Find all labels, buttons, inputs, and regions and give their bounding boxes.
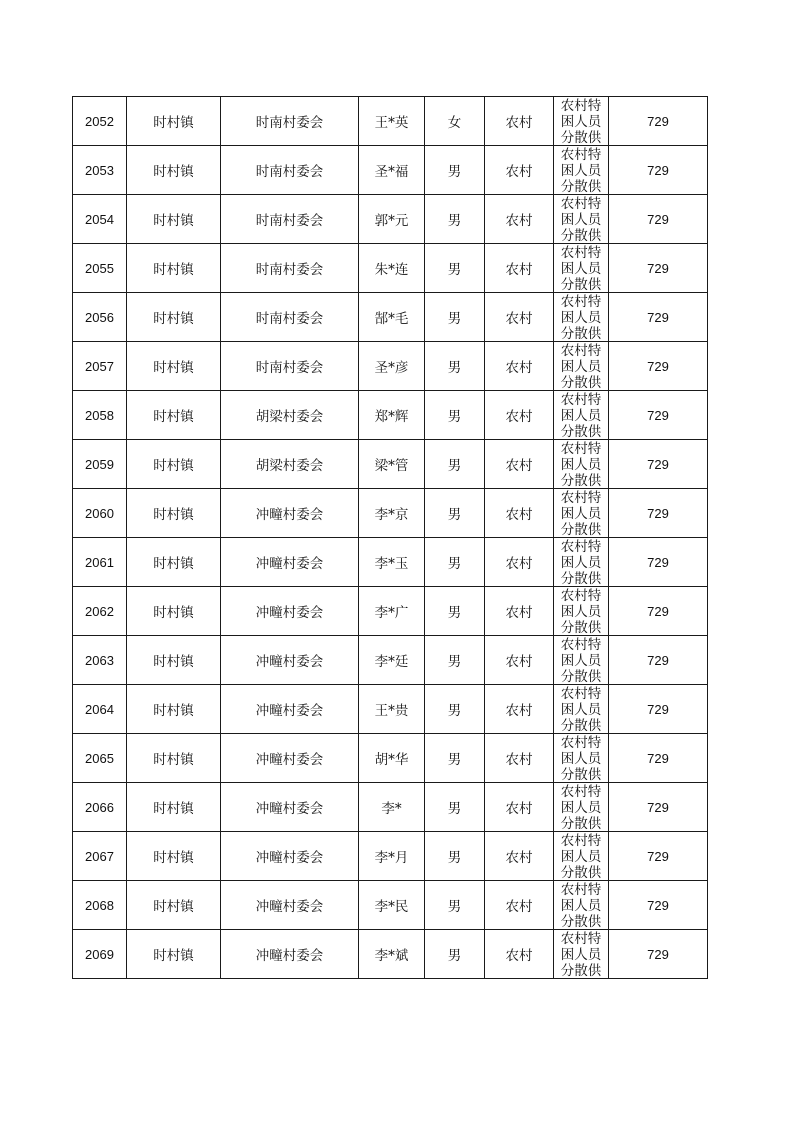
support-category-text	[554, 735, 608, 781]
village-committee-cell: 胡梁村委会	[221, 440, 359, 489]
gender-cell: 男	[425, 636, 485, 685]
person-name-cell: 郑*辉	[359, 391, 425, 440]
household-type-cell: 农村	[485, 587, 554, 636]
amount-cell: 729	[609, 636, 708, 685]
household-type-cell: 农村	[485, 783, 554, 832]
town-cell: 时村镇	[127, 244, 221, 293]
serial-number-cell: 2061	[73, 538, 127, 587]
serial-number-cell: 2063	[73, 636, 127, 685]
support-category-text	[554, 931, 608, 977]
serial-number-cell: 2058	[73, 391, 127, 440]
table-row	[73, 832, 708, 881]
support-category-line: 困人员	[560, 849, 602, 865]
amount-cell: 729	[609, 391, 708, 440]
serial-number-cell: 2065	[73, 734, 127, 783]
serial-number-cell: 2056	[73, 293, 127, 342]
amount-cell: 729	[609, 489, 708, 538]
support-category-text	[554, 245, 608, 291]
support-category-line: 农村特	[560, 735, 602, 751]
support-category-cell	[554, 930, 609, 979]
support-category-text	[554, 686, 608, 732]
household-type-cell: 农村	[485, 97, 554, 146]
support-category-line: 困人员	[560, 800, 602, 816]
town-cell: 时村镇	[127, 587, 221, 636]
support-category-line: 分散供	[560, 865, 602, 879]
support-category-line: 农村特	[560, 245, 602, 261]
household-type-cell: 农村	[485, 146, 554, 195]
support-category-cell	[554, 440, 609, 489]
person-name-cell: 李*月	[359, 832, 425, 881]
gender-cell: 男	[425, 734, 485, 783]
village-committee-cell: 时南村委会	[221, 342, 359, 391]
table-row	[73, 734, 708, 783]
support-category-line: 分散供	[560, 522, 602, 536]
person-name-cell: 李*斌	[359, 930, 425, 979]
support-category-text	[554, 490, 608, 536]
gender-cell: 女	[425, 97, 485, 146]
relief-roster-table	[72, 96, 708, 979]
support-category-text	[554, 882, 608, 928]
support-category-line: 困人员	[560, 653, 602, 669]
person-name-cell: 王*贵	[359, 685, 425, 734]
household-type-cell: 农村	[485, 244, 554, 293]
amount-cell: 729	[609, 881, 708, 930]
village-committee-cell: 时南村委会	[221, 244, 359, 293]
support-category-text	[554, 294, 608, 340]
support-category-cell	[554, 832, 609, 881]
serial-number-cell: 2068	[73, 881, 127, 930]
town-cell: 时村镇	[127, 685, 221, 734]
support-category-text	[554, 392, 608, 438]
support-category-text	[554, 98, 608, 144]
support-category-cell	[554, 195, 609, 244]
serial-number-cell: 2054	[73, 195, 127, 244]
amount-cell: 729	[609, 734, 708, 783]
serial-number-cell: 2066	[73, 783, 127, 832]
gender-cell: 男	[425, 930, 485, 979]
support-category-line: 分散供	[560, 571, 602, 585]
support-category-line: 农村特	[560, 441, 602, 457]
support-category-cell	[554, 293, 609, 342]
gender-cell: 男	[425, 881, 485, 930]
support-category-line: 农村特	[560, 343, 602, 359]
support-category-line: 分散供	[560, 228, 602, 242]
support-category-text	[554, 147, 608, 193]
table-row	[73, 440, 708, 489]
support-category-text	[554, 196, 608, 242]
person-name-cell: 郜*毛	[359, 293, 425, 342]
gender-cell: 男	[425, 195, 485, 244]
support-category-cell	[554, 783, 609, 832]
support-category-line: 分散供	[560, 326, 602, 340]
person-name-cell: 圣*福	[359, 146, 425, 195]
support-category-cell	[554, 734, 609, 783]
serial-number-cell: 2060	[73, 489, 127, 538]
town-cell: 时村镇	[127, 538, 221, 587]
village-committee-cell: 胡梁村委会	[221, 391, 359, 440]
person-name-cell: 李*广	[359, 587, 425, 636]
support-category-line: 农村特	[560, 294, 602, 310]
village-committee-cell: 冲疃村委会	[221, 734, 359, 783]
roster-body	[73, 97, 708, 979]
town-cell: 时村镇	[127, 293, 221, 342]
person-name-cell: 胡*华	[359, 734, 425, 783]
household-type-cell: 农村	[485, 293, 554, 342]
serial-number-cell: 2062	[73, 587, 127, 636]
gender-cell: 男	[425, 440, 485, 489]
town-cell: 时村镇	[127, 881, 221, 930]
support-category-cell	[554, 489, 609, 538]
serial-number-cell: 2067	[73, 832, 127, 881]
support-category-cell	[554, 685, 609, 734]
support-category-line: 农村特	[560, 98, 602, 114]
serial-number-cell: 2069	[73, 930, 127, 979]
amount-cell: 729	[609, 930, 708, 979]
support-category-text	[554, 588, 608, 634]
person-name-cell: 朱*连	[359, 244, 425, 293]
table-row	[73, 587, 708, 636]
support-category-line: 农村特	[560, 490, 602, 506]
support-category-line: 分散供	[560, 277, 602, 291]
table-row	[73, 342, 708, 391]
support-category-text	[554, 833, 608, 879]
town-cell: 时村镇	[127, 832, 221, 881]
support-category-line: 农村特	[560, 931, 602, 947]
support-category-line: 困人员	[560, 898, 602, 914]
gender-cell: 男	[425, 391, 485, 440]
support-category-line: 分散供	[560, 816, 602, 830]
person-name-cell: 李*京	[359, 489, 425, 538]
support-category-cell	[554, 881, 609, 930]
town-cell: 时村镇	[127, 97, 221, 146]
town-cell: 时村镇	[127, 930, 221, 979]
amount-cell: 729	[609, 587, 708, 636]
serial-number-cell: 2057	[73, 342, 127, 391]
household-type-cell: 农村	[485, 391, 554, 440]
support-category-line: 分散供	[560, 473, 602, 487]
household-type-cell: 农村	[485, 342, 554, 391]
table-row	[73, 636, 708, 685]
table-row	[73, 244, 708, 293]
household-type-cell: 农村	[485, 685, 554, 734]
amount-cell: 729	[609, 195, 708, 244]
table-row	[73, 685, 708, 734]
town-cell: 时村镇	[127, 440, 221, 489]
household-type-cell: 农村	[485, 489, 554, 538]
person-name-cell: 李*玉	[359, 538, 425, 587]
support-category-line: 分散供	[560, 963, 602, 977]
village-committee-cell: 时南村委会	[221, 97, 359, 146]
support-category-line: 农村特	[560, 539, 602, 555]
support-category-line: 分散供	[560, 130, 602, 144]
support-category-cell	[554, 146, 609, 195]
support-category-line: 分散供	[560, 179, 602, 193]
household-type-cell: 农村	[485, 734, 554, 783]
person-name-cell: 李*廷	[359, 636, 425, 685]
village-committee-cell: 冲疃村委会	[221, 783, 359, 832]
table-row	[73, 391, 708, 440]
gender-cell: 男	[425, 832, 485, 881]
support-category-line: 分散供	[560, 620, 602, 634]
town-cell: 时村镇	[127, 391, 221, 440]
person-name-cell: 王*英	[359, 97, 425, 146]
table-row	[73, 489, 708, 538]
support-category-line: 困人员	[560, 751, 602, 767]
amount-cell: 729	[609, 832, 708, 881]
town-cell: 时村镇	[127, 146, 221, 195]
support-category-line: 分散供	[560, 914, 602, 928]
support-category-line: 分散供	[560, 767, 602, 781]
support-category-line: 困人员	[560, 947, 602, 963]
support-category-cell	[554, 391, 609, 440]
support-category-cell	[554, 636, 609, 685]
table-row	[73, 97, 708, 146]
household-type-cell: 农村	[485, 832, 554, 881]
support-category-line: 困人员	[560, 163, 602, 179]
support-category-cell	[554, 538, 609, 587]
gender-cell: 男	[425, 587, 485, 636]
town-cell: 时村镇	[127, 636, 221, 685]
amount-cell: 729	[609, 783, 708, 832]
table-row	[73, 881, 708, 930]
amount-cell: 729	[609, 342, 708, 391]
support-category-line: 分散供	[560, 375, 602, 389]
support-category-line: 农村特	[560, 588, 602, 604]
household-type-cell: 农村	[485, 195, 554, 244]
amount-cell: 729	[609, 685, 708, 734]
support-category-line: 困人员	[560, 604, 602, 620]
person-name-cell: 李*	[359, 783, 425, 832]
support-category-cell	[554, 97, 609, 146]
support-category-line: 农村特	[560, 196, 602, 212]
support-category-line: 困人员	[560, 457, 602, 473]
table-row	[73, 146, 708, 195]
serial-number-cell: 2064	[73, 685, 127, 734]
support-category-line: 农村特	[560, 784, 602, 800]
support-category-text	[554, 637, 608, 683]
gender-cell: 男	[425, 293, 485, 342]
support-category-text	[554, 539, 608, 585]
town-cell: 时村镇	[127, 342, 221, 391]
person-name-cell: 圣*彦	[359, 342, 425, 391]
household-type-cell: 农村	[485, 440, 554, 489]
support-category-cell	[554, 342, 609, 391]
amount-cell: 729	[609, 97, 708, 146]
support-category-cell	[554, 587, 609, 636]
support-category-line: 农村特	[560, 392, 602, 408]
serial-number-cell: 2055	[73, 244, 127, 293]
support-category-line: 农村特	[560, 833, 602, 849]
support-category-text	[554, 441, 608, 487]
household-type-cell: 农村	[485, 538, 554, 587]
person-name-cell: 梁*管	[359, 440, 425, 489]
support-category-line: 困人员	[560, 310, 602, 326]
village-committee-cell: 冲疃村委会	[221, 587, 359, 636]
town-cell: 时村镇	[127, 734, 221, 783]
gender-cell: 男	[425, 342, 485, 391]
village-committee-cell: 冲疃村委会	[221, 881, 359, 930]
table-row	[73, 538, 708, 587]
gender-cell: 男	[425, 538, 485, 587]
village-committee-cell: 冲疃村委会	[221, 636, 359, 685]
amount-cell: 729	[609, 244, 708, 293]
household-type-cell: 农村	[485, 881, 554, 930]
person-name-cell: 郭*元	[359, 195, 425, 244]
support-category-text	[554, 784, 608, 830]
support-category-line: 困人员	[560, 114, 602, 130]
support-category-line: 困人员	[560, 261, 602, 277]
support-category-text	[554, 343, 608, 389]
support-category-line: 农村特	[560, 882, 602, 898]
amount-cell: 729	[609, 538, 708, 587]
household-type-cell: 农村	[485, 636, 554, 685]
support-category-line: 困人员	[560, 506, 602, 522]
gender-cell: 男	[425, 489, 485, 538]
village-committee-cell: 冲疃村委会	[221, 489, 359, 538]
town-cell: 时村镇	[127, 489, 221, 538]
household-type-cell: 农村	[485, 930, 554, 979]
support-category-line: 困人员	[560, 212, 602, 228]
serial-number-cell: 2052	[73, 97, 127, 146]
support-category-line: 农村特	[560, 686, 602, 702]
gender-cell: 男	[425, 146, 485, 195]
table-row	[73, 195, 708, 244]
gender-cell: 男	[425, 244, 485, 293]
serial-number-cell: 2059	[73, 440, 127, 489]
village-committee-cell: 时南村委会	[221, 146, 359, 195]
village-committee-cell: 冲疃村委会	[221, 538, 359, 587]
table-row	[73, 783, 708, 832]
support-category-line: 分散供	[560, 669, 602, 683]
gender-cell: 男	[425, 783, 485, 832]
support-category-line: 农村特	[560, 637, 602, 653]
support-category-line: 困人员	[560, 359, 602, 375]
serial-number-cell: 2053	[73, 146, 127, 195]
village-committee-cell: 冲疃村委会	[221, 685, 359, 734]
town-cell: 时村镇	[127, 195, 221, 244]
support-category-line: 困人员	[560, 555, 602, 571]
table-row	[73, 293, 708, 342]
gender-cell: 男	[425, 685, 485, 734]
town-cell: 时村镇	[127, 783, 221, 832]
amount-cell: 729	[609, 146, 708, 195]
village-committee-cell: 时南村委会	[221, 195, 359, 244]
support-category-line: 困人员	[560, 702, 602, 718]
village-committee-cell: 冲疃村委会	[221, 930, 359, 979]
amount-cell: 729	[609, 293, 708, 342]
table-row	[73, 930, 708, 979]
village-committee-cell: 时南村委会	[221, 293, 359, 342]
support-category-line: 困人员	[560, 408, 602, 424]
support-category-cell	[554, 244, 609, 293]
amount-cell: 729	[609, 440, 708, 489]
support-category-line: 农村特	[560, 147, 602, 163]
support-category-line: 分散供	[560, 718, 602, 732]
village-committee-cell: 冲疃村委会	[221, 832, 359, 881]
support-category-line: 分散供	[560, 424, 602, 438]
person-name-cell: 李*民	[359, 881, 425, 930]
